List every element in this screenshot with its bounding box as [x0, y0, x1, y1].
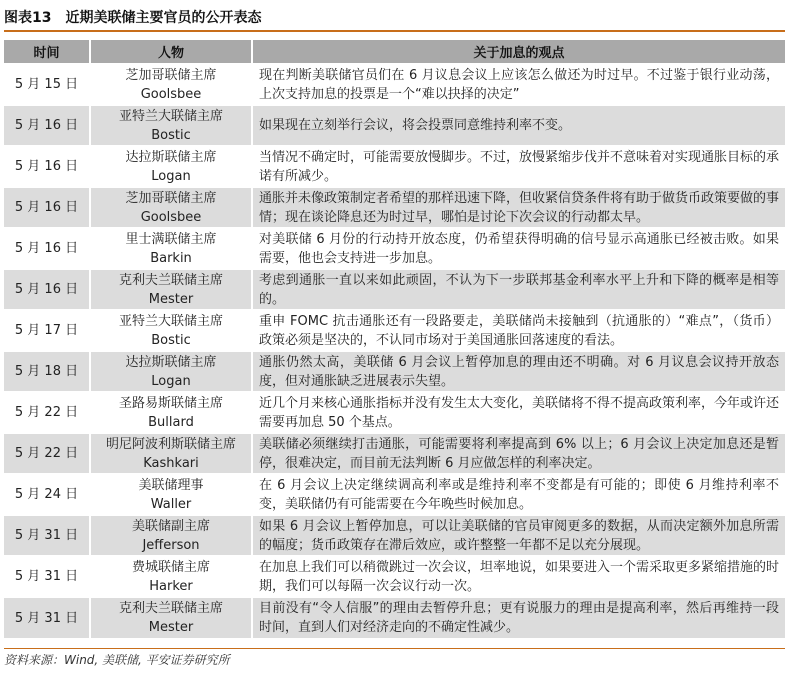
person-title: 里士满联储主席	[125, 231, 217, 247]
cell-date: 5 月 31 日	[4, 597, 90, 638]
person-name: Barkin	[150, 250, 192, 266]
table-row	[4, 515, 785, 556]
table-row	[4, 269, 785, 310]
cell-person	[90, 105, 252, 146]
table-row	[4, 187, 785, 228]
figure-title: 近期美联储主要官员的公开表态	[65, 10, 262, 26]
table-row	[4, 64, 785, 105]
person-title: 亚特兰大联储主席	[118, 313, 223, 329]
person-name: Bostic	[151, 127, 191, 143]
person-title: 美联储理事	[138, 477, 204, 493]
table-body	[4, 64, 785, 638]
person-name: Bullard	[148, 414, 194, 430]
person-title: 芝加哥联储主席	[125, 190, 217, 206]
table-row	[4, 597, 785, 638]
cell-view: 通胀仍然太高，美联储 6 月会议上暂停加息的理由还不明确。对 6 月议息会议持开放态度，但对通胀缺乏进展表示失望。	[252, 351, 785, 392]
person-title: 克利夫兰联储主席	[118, 272, 223, 288]
bottom-rule	[4, 648, 785, 649]
cell-person	[90, 187, 252, 228]
person-title: 克利夫兰联储主席	[118, 601, 223, 616]
cell-view: 在 6 月会议上决定继续调高利率或是维持利率不变都是有可能的；即使 6 月维持利率不变，美联储仍有可能需要在今年晚些时候加息。	[252, 474, 785, 515]
person-title: 圣路易斯联储主席	[118, 395, 223, 411]
table-row	[4, 105, 785, 146]
cell-person	[90, 310, 252, 351]
table-header-row	[4, 40, 785, 64]
cell-person	[90, 597, 252, 638]
table-row	[4, 556, 785, 597]
cell-date: 5 月 18 日	[4, 351, 90, 392]
cell-view: 考虑到通胀一直以来如此顽固，不认为下一步联邦基金利率水平上升和下降的概率是相等的。	[252, 269, 785, 310]
table-row	[4, 146, 785, 187]
cell-date: 5 月 16 日	[4, 269, 90, 310]
table-row	[4, 474, 785, 515]
figure-number: 图表13	[4, 10, 52, 26]
cell-view: 现在判断美联储官员们在 6 月议息会议上应该怎么做还为时过早。不过鉴于银行业动荡，上次支持加息的投票是一个“难以抉择的决定”	[252, 64, 785, 105]
person-title: 亚特兰大联储主席	[118, 108, 223, 124]
cell-person	[90, 351, 252, 392]
cell-view: 如果 6 月会议上暂停加息，可以让美联储的官员审阅更多的数据，从而决定额外加息所需的幅度；货币政策存在滞后效应，或许整整一年都不足以充分展现。	[252, 515, 785, 556]
person-name: Jefferson	[142, 537, 200, 553]
cell-person	[90, 64, 252, 105]
person-title: 明尼阿波利斯联储主席	[105, 436, 236, 452]
cell-person	[90, 515, 252, 556]
cell-person	[90, 433, 252, 474]
person-title: 美联储副主席	[131, 518, 210, 534]
cell-date: 5 月 16 日	[4, 228, 90, 269]
header-person: 人物	[90, 40, 252, 64]
cell-view: 近几个月来核心通胀指标并没有发生太大变化，美联储将不得不提高政策利率，今年或许还需要再加息 50 个基点。	[252, 392, 785, 433]
person-name: Mester	[148, 291, 194, 307]
cell-person	[90, 474, 252, 515]
person-title: 费城联储主席	[131, 559, 210, 575]
table-row	[4, 228, 785, 269]
cell-date: 5 月 15 日	[4, 64, 90, 105]
person-name: Goolsbee	[140, 86, 202, 102]
person-name: Harker	[149, 578, 193, 594]
person-name: Mester	[148, 620, 194, 635]
cell-date: 5 月 17 日	[4, 310, 90, 351]
cell-person	[90, 556, 252, 597]
source-note: 资料来源：Wind, 美联储, 平安证券研究所	[4, 653, 230, 667]
cell-person	[90, 228, 252, 269]
person-name: Waller	[150, 496, 192, 512]
cell-date: 5 月 22 日	[4, 392, 90, 433]
cell-person	[90, 146, 252, 187]
cell-view: 在加息上我们可以稍微跳过一次会议，坦率地说，如果要进入一个需采取更多紧缩措施的时期，我们可以每隔一次会议行动一次。	[252, 556, 785, 597]
cell-view: 当情况不确定时，可能需要放慢脚步。不过，放慢紧缩步伐并不意味着对实现通胀目标的承诺有所减少。	[252, 146, 785, 187]
header-date: 时间	[4, 40, 90, 64]
figure-caption	[4, 6, 785, 32]
table-row	[4, 392, 785, 433]
table-row	[4, 310, 785, 351]
cell-view: 通胀并未像政策制定者希望的那样迅速下降，但收紧信贷条件将有助于做货币政策要做的事情；现在谈论降息还为时过早，哪怕是讨论下次会议的行动都太早。	[252, 187, 785, 228]
cell-date: 5 月 16 日	[4, 105, 90, 146]
cell-view: 美联储必须继续打击通胀，可能需要将利率提高到 6% 以上；6 月会议上决定加息还是暂停，很难决定，而目前无法判断 6 月应做怎样的利率决定。	[252, 433, 785, 474]
person-name: Logan	[151, 373, 191, 389]
cell-person	[90, 269, 252, 310]
table-row	[4, 433, 785, 474]
table-row	[4, 351, 785, 392]
cell-date: 5 月 16 日	[4, 146, 90, 187]
cell-view: 如果现在立刻举行会议，将会投票同意维持利率不变。	[252, 105, 785, 146]
cell-date: 5 月 16 日	[4, 187, 90, 228]
person-name: Logan	[151, 168, 191, 184]
person-name: Goolsbee	[140, 209, 202, 225]
cell-date: 5 月 22 日	[4, 433, 90, 474]
cell-view: 重申 FOMC 抗击通胀还有一段路要走，美联储尚未接触到（抗通胀的）“难点”，（货币）政策必须是坚决的，不认同市场对于美国通胀回落速度的看法。	[252, 310, 785, 351]
person-name: Bostic	[151, 332, 191, 348]
officials-statements-table	[4, 40, 785, 638]
person-title: 达拉斯联储主席	[125, 149, 217, 165]
cell-person	[90, 392, 252, 433]
person-title: 芝加哥联储主席	[125, 67, 217, 83]
cell-view: 对美联储 6 月份的行动持开放态度，仍希望获得明确的信号显示高通胀已经被击败。如果需要，他也会支持进一步加息。	[252, 228, 785, 269]
person-title: 达拉斯联储主席	[125, 354, 217, 370]
cell-date: 5 月 31 日	[4, 515, 90, 556]
header-view: 关于加息的观点	[252, 40, 785, 64]
cell-view: 目前没有“令人信服”的理由去暂停升息；更有说服力的理由是提高利率，然后再维持一段时间，直到人们对经济走向的不确定性减少。	[252, 597, 785, 638]
cell-date: 5 月 24 日	[4, 474, 90, 515]
person-name: Kashkari	[143, 455, 199, 471]
cell-date: 5 月 31 日	[4, 556, 90, 597]
